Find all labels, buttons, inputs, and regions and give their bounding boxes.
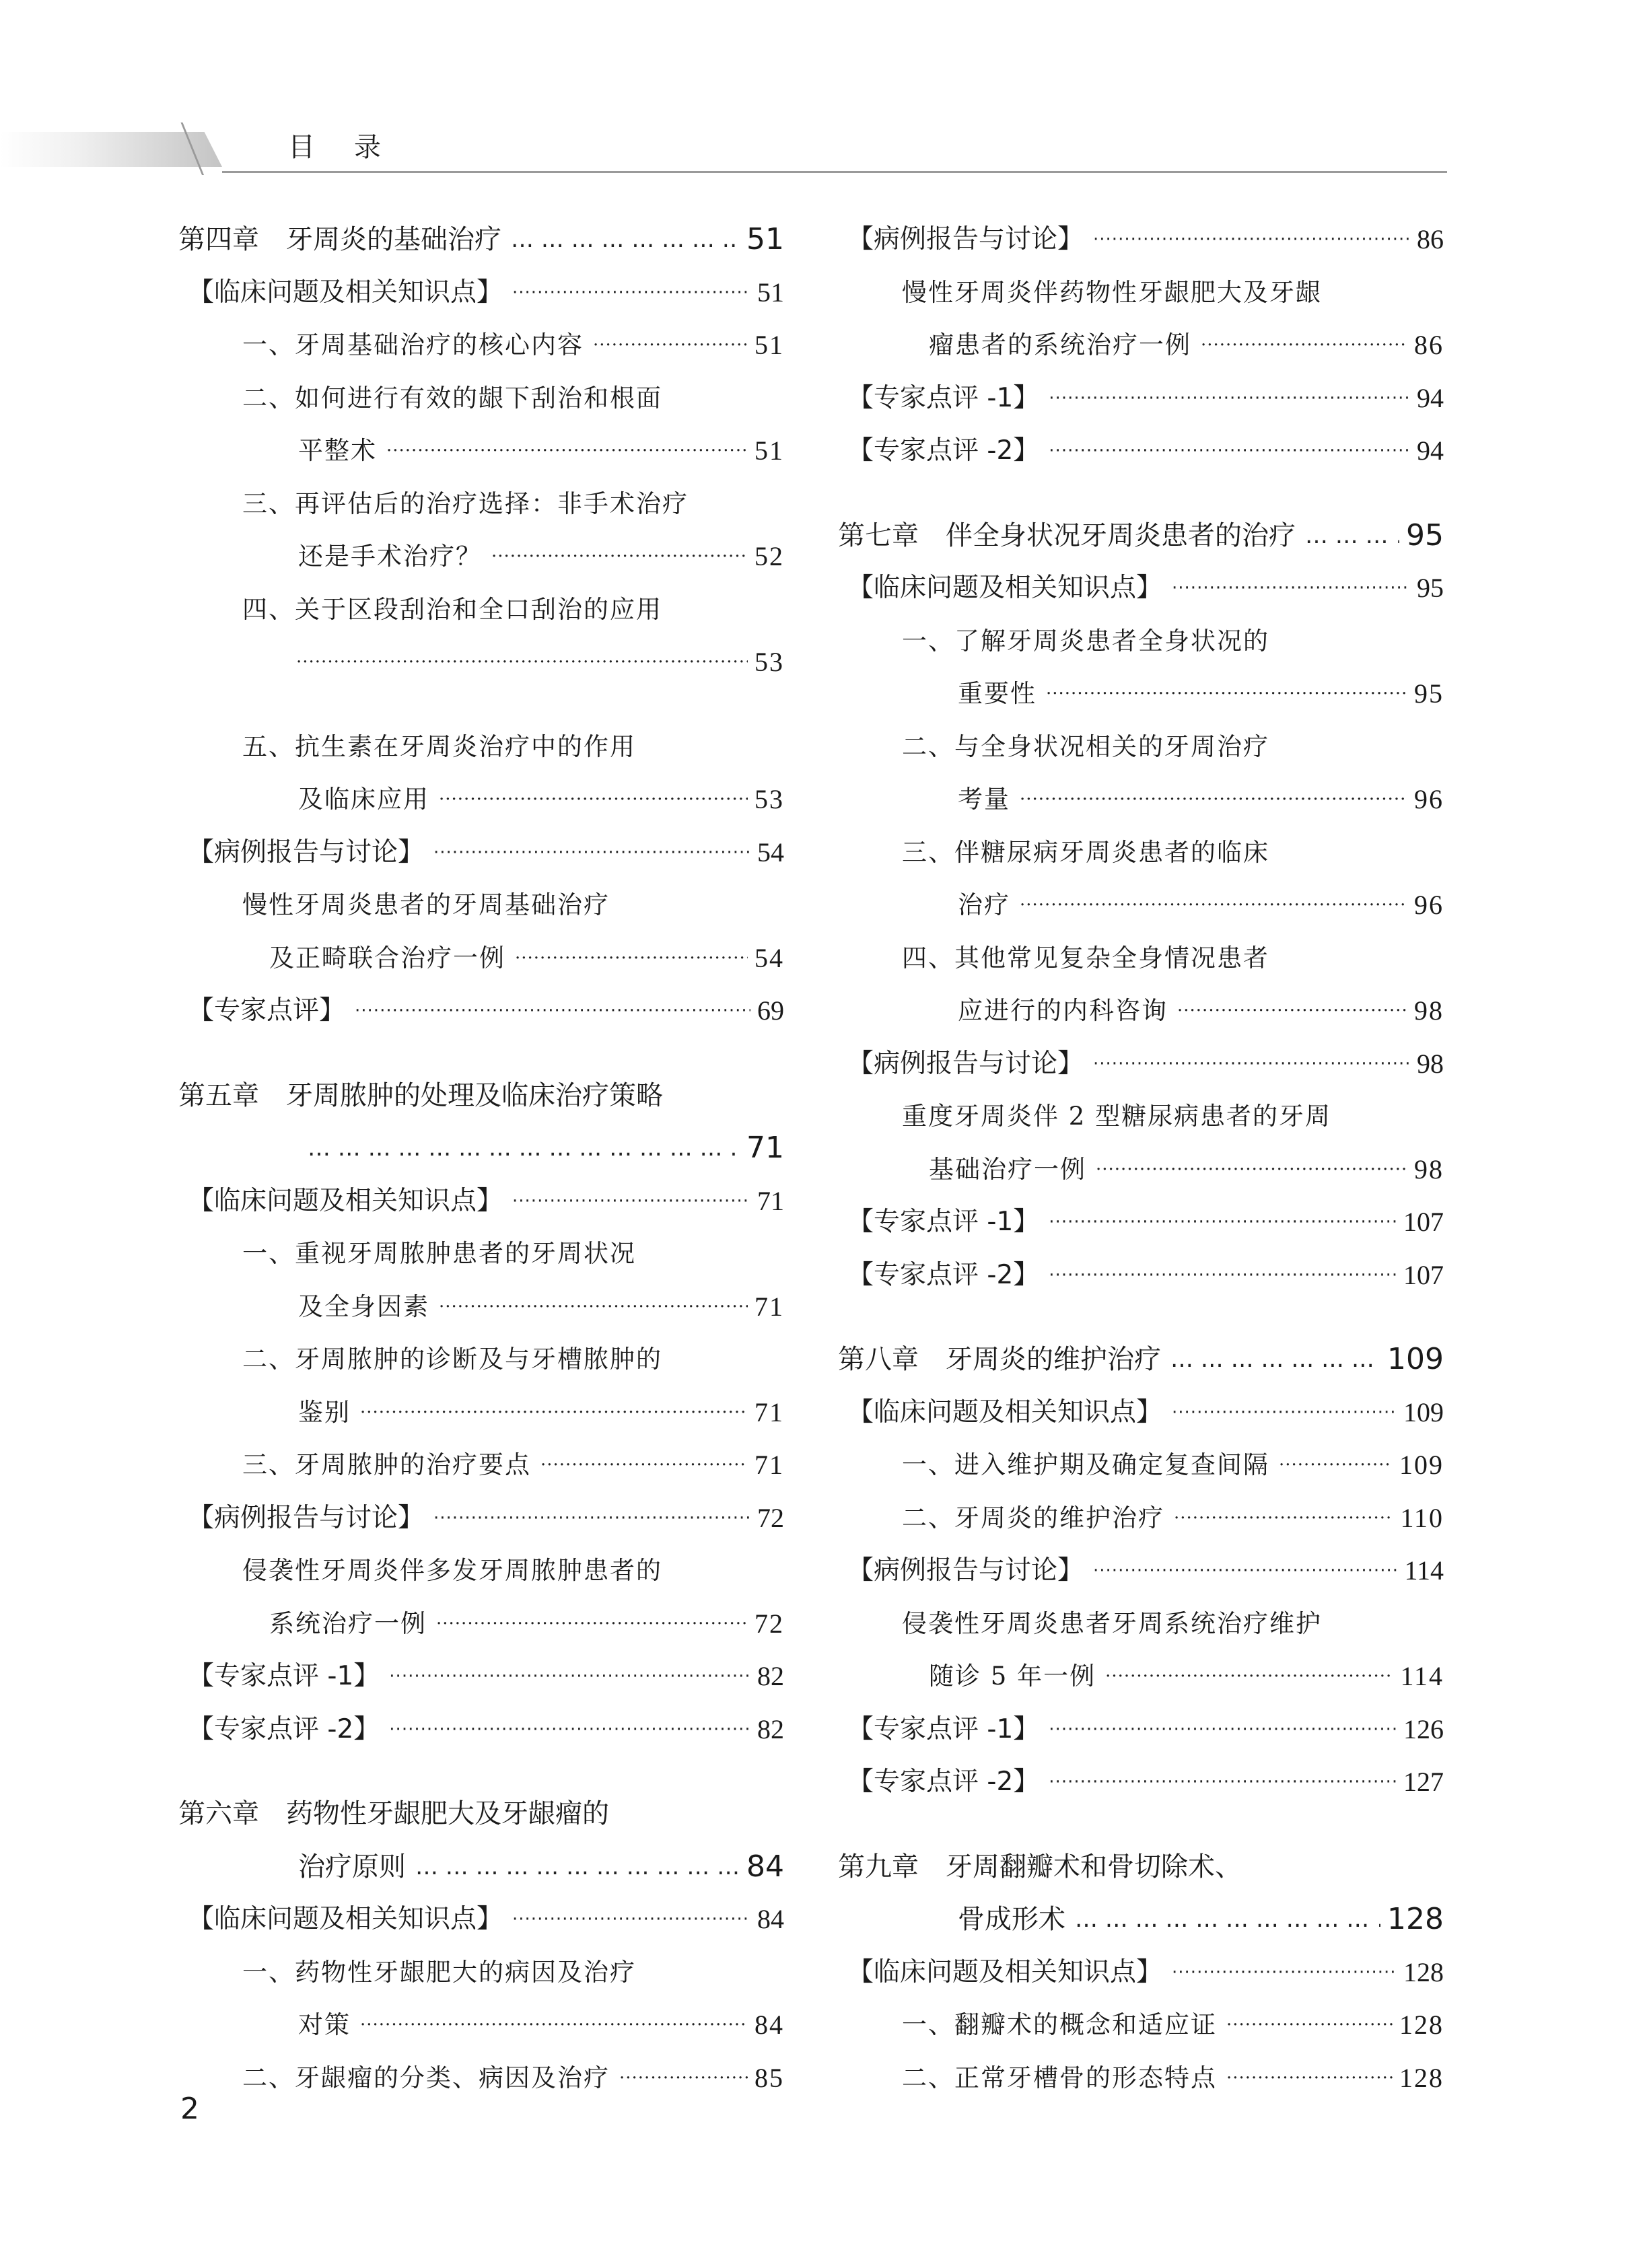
toc-leader-dots [593, 319, 748, 372]
toc-page-number: 128 [1399, 2010, 1444, 2040]
toc-leader-dots [1093, 1038, 1410, 1091]
toc-column-left [178, 213, 784, 2104]
toc-leader-dots [1049, 1196, 1397, 1249]
toc-entry-title: 三、再评估后的治疗选择：非手术治疗 [242, 489, 689, 518]
toc-entry-title: 【专家点评 -1】 [847, 1207, 1040, 1237]
toc-entry-title: 第四章 牙周炎的基础治疗 [178, 224, 501, 255]
toc-item-entry[interactable] [178, 1999, 784, 2052]
toc-item-entry[interactable] [178, 1598, 784, 1651]
toc-entry-title: 骨成形术 [958, 1904, 1065, 1935]
toc-entry-title: 【专家点评 -1】 [847, 382, 1040, 413]
toc-page-number: 71 [757, 1185, 784, 1216]
toc-leader-dots [1105, 1650, 1393, 1703]
toc-item-entry[interactable] [178, 1439, 784, 1492]
toc-leader-dots [1049, 1756, 1397, 1809]
toc-page-number: 94 [1417, 435, 1444, 466]
toc-leader-dots [1093, 213, 1410, 267]
toc-entry-title: 基础治疗一例 [929, 1154, 1086, 1184]
toc-page-number: 53 [755, 647, 784, 677]
toc-chapter-entry[interactable] [178, 1787, 784, 1841]
toc-page-number: 71 [755, 1396, 784, 1427]
toc-page-number: 51 [755, 435, 784, 466]
toc-entry-title: 【病例报告与讨论】 [188, 1502, 425, 1533]
toc-page-number: 127 [1403, 1767, 1444, 1797]
toc-leader-dots [389, 1703, 750, 1757]
toc-page-number: 86 [1417, 224, 1444, 254]
toc-leader-dots [1172, 1946, 1397, 1999]
toc-section-entry[interactable] [838, 425, 1444, 478]
toc-leader-dots [415, 1841, 740, 1894]
toc-item-entry[interactable] [178, 721, 784, 774]
toc-entry-title: 二、牙龈瘤的分类、病因及治疗 [242, 2063, 610, 2092]
toc-page-number: 71 [746, 1131, 784, 1165]
toc-entry-title: 【临床问题及相关知识点】 [188, 277, 503, 308]
toc-entry-title: 第九章 牙周翻瓣术和骨切除术、 [838, 1851, 1242, 1882]
toc-entry-title: 三、牙周脓肿的治疗要点 [242, 1450, 531, 1479]
toc-item-entry[interactable] [838, 1439, 1444, 1492]
toc-item-entry[interactable] [838, 668, 1444, 721]
toc-page-number: 71 [755, 1291, 784, 1322]
toc-section-entry[interactable] [838, 372, 1444, 425]
section-gap [178, 1038, 784, 1069]
toc-entry-title: 四、关于区段刮治和全口刮治的应用 [242, 594, 662, 624]
toc-leader-dots [1172, 562, 1410, 615]
toc-item-entry[interactable] [178, 1228, 784, 1281]
toc-item-entry[interactable] [178, 1946, 784, 1999]
toc-entry-title: 【病例报告与讨论】 [847, 1048, 1084, 1079]
toc-entry-title: 瘤患者的系统治疗一例 [929, 330, 1191, 359]
toc-entry-title: 第八章 牙周炎的维护治疗 [838, 1344, 1161, 1375]
toc-entry-title: 鉴别 [298, 1397, 351, 1427]
toc-leader-dots [1046, 668, 1407, 721]
toc-section-entry[interactable] [838, 213, 1444, 267]
toc-page-number: 98 [1417, 1048, 1444, 1079]
toc-section-entry[interactable] [178, 826, 784, 880]
toc-leader-dots [1020, 773, 1407, 826]
toc-section-entry[interactable] [838, 1756, 1444, 1809]
toc-chapter-entry[interactable] [838, 509, 1444, 563]
toc-leader-dots [389, 1650, 750, 1703]
toc-entry-title: 二、如何进行有效的龈下刮治和根面 [242, 383, 662, 413]
toc-section-entry[interactable] [838, 1386, 1444, 1440]
toc-page-number: 51 [746, 222, 784, 256]
toc-leader-dots [1096, 1143, 1407, 1197]
toc-page-number: 52 [755, 541, 784, 571]
toc-page-number: 110 [1400, 1502, 1444, 1533]
toc-leader-dots [1020, 879, 1407, 932]
page-title: 目录 [288, 132, 420, 163]
section-gap [838, 1809, 1444, 1841]
toc-leader-dots [1170, 1333, 1380, 1386]
toc-leader-dots [1075, 1893, 1380, 1946]
toc-page-number: 96 [1414, 784, 1444, 814]
toc-leader-dots [1093, 1545, 1397, 1598]
toc-entry-title: 【病例报告与讨论】 [188, 837, 425, 867]
page-number: 2 [180, 2092, 199, 2126]
toc-leader-dots [360, 1386, 748, 1440]
toc-entry-title: 【专家点评 -2】 [847, 1767, 1040, 1797]
toc-entry-title: 重度牙周炎伴 2 型糖尿病患者的牙周 [902, 1102, 1332, 1131]
toc-entry-title: 【专家点评】 [188, 995, 346, 1026]
toc-entry-title: 三、伴糖尿病牙周炎患者的临床 [902, 837, 1269, 867]
toc-page-number: 72 [757, 1502, 784, 1533]
toc-entry-title: 一、翻瓣术的概念和适应证 [902, 2010, 1217, 2039]
toc-section-entry[interactable] [838, 562, 1444, 615]
toc-page-number: 54 [755, 942, 784, 973]
toc-item-entry[interactable] [178, 583, 784, 637]
toc-item-entry[interactable] [838, 721, 1444, 774]
toc-leader-dots [386, 425, 748, 478]
toc-section-entry[interactable] [838, 1703, 1444, 1757]
toc-item-entry[interactable] [838, 985, 1444, 1038]
toc-page-number: 82 [757, 1713, 784, 1744]
toc-entry-title: 应进行的内科咨询 [958, 996, 1168, 1025]
toc-page-number: 128 [1403, 1956, 1444, 1987]
toc-entry-title: 二、牙周炎的维护治疗 [902, 1503, 1164, 1532]
toc-item-entry[interactable] [838, 2052, 1444, 2105]
toc-item-entry[interactable] [838, 615, 1444, 668]
toc-leader-dots [308, 1122, 740, 1175]
toc-leader-dots [512, 1893, 750, 1946]
toc-leader-dots [1226, 2052, 1393, 2105]
toc-page-number: 53 [755, 784, 784, 814]
toc-item-entry[interactable] [178, 319, 784, 372]
toc-item-entry[interactable] [838, 932, 1444, 985]
toc-page-number: 84 [757, 1904, 784, 1934]
toc-chapter-entry[interactable] [838, 1333, 1444, 1386]
toc-item-entry[interactable] [838, 1090, 1444, 1143]
toc-page-number: 94 [1417, 382, 1444, 413]
header-rule [222, 171, 1447, 173]
toc-item-entry[interactable] [838, 773, 1444, 826]
toc-entry-title: 二、正常牙槽骨的形态特点 [902, 2063, 1217, 2092]
toc-leader-dots [1305, 509, 1399, 563]
toc-leader-dots [515, 932, 748, 985]
toc-leader-dots [433, 1492, 750, 1545]
toc-item-entry[interactable] [178, 530, 784, 583]
toc-leader-dots [296, 636, 748, 689]
toc-section-entry[interactable] [838, 1038, 1444, 1091]
toc-page-number: 96 [1414, 890, 1444, 920]
toc-page-number: 69 [757, 995, 784, 1026]
toc-chapter-entry[interactable] [178, 1069, 784, 1123]
toc-item-entry[interactable] [178, 1333, 784, 1386]
toc-item-entry[interactable] [838, 1650, 1444, 1703]
toc-leader-dots [512, 1175, 750, 1228]
toc-leader-dots [355, 985, 750, 1038]
toc-page-number: 126 [1403, 1713, 1444, 1744]
toc-entry-title: 一、进入维护期及确定复查间隔 [902, 1450, 1269, 1479]
toc-entry-title: 【临床问题及相关知识点】 [188, 1185, 503, 1216]
toc-leader-dots [512, 267, 750, 320]
toc-leader-dots [433, 826, 750, 880]
toc-chapter-entry[interactable] [838, 1841, 1444, 1894]
toc-page-number: 109 [1403, 1396, 1444, 1427]
toc-page-number: 128 [1387, 1902, 1444, 1936]
toc-section-entry[interactable] [178, 1893, 784, 1946]
section-gap [838, 478, 1444, 509]
toc-leader-dots [439, 1281, 748, 1334]
toc-item-entry[interactable] [838, 267, 1444, 320]
toc-section-entry[interactable] [838, 1545, 1444, 1598]
toc-entry-title: 一、药物性牙龈肥大的病因及治疗 [242, 1957, 636, 1987]
toc-chapter-entry[interactable] [178, 1841, 784, 1894]
toc-page-number: 107 [1403, 1259, 1444, 1290]
toc-item-entry[interactable] [838, 319, 1444, 372]
toc-entry-title: 【专家点评 -2】 [188, 1713, 380, 1744]
toc-leader-dots [1177, 985, 1407, 1038]
toc-entry-title: 及正畸联合治疗一例 [269, 943, 505, 972]
toc-page-number: 72 [755, 1608, 784, 1639]
toc-entry-title: 【病例报告与讨论】 [847, 1555, 1084, 1586]
toc-entry-title: 四、其他常见复杂全身情况患者 [902, 943, 1269, 972]
toc-section-entry[interactable] [178, 985, 784, 1038]
toc-item-entry[interactable] [178, 1281, 784, 1334]
section-gap [178, 689, 784, 721]
toc-item-entry[interactable] [838, 826, 1444, 880]
toc-item-entry[interactable] [178, 636, 784, 689]
toc-section-entry[interactable] [178, 1650, 784, 1703]
toc-page-number: 114 [1404, 1555, 1444, 1586]
toc-entry-title: 还是手术治疗？ [298, 542, 482, 571]
toc-entry-title: 第五章 牙周脓肿的处理及临床治疗策略 [178, 1079, 663, 1111]
toc-chapter-entry[interactable] [178, 1122, 784, 1175]
toc-item-entry[interactable] [178, 2052, 784, 2105]
toc-page-number: 84 [746, 1849, 784, 1884]
toc-section-entry[interactable] [178, 1703, 784, 1757]
toc-item-entry[interactable] [838, 1999, 1444, 2052]
toc-entry-title: 随诊 5 年一例 [929, 1662, 1096, 1691]
toc-item-entry[interactable] [178, 1386, 784, 1440]
toc-page-number: 95 [1417, 573, 1444, 603]
toc-page-number: 51 [755, 330, 784, 360]
toc-leader-dots [511, 213, 740, 267]
toc-page-number: 82 [757, 1661, 784, 1691]
toc-item-entry[interactable] [178, 425, 784, 478]
toc-page-number: 95 [1414, 678, 1444, 709]
toc-page-number: 128 [1399, 2062, 1444, 2093]
toc-leader-dots [1049, 1703, 1397, 1757]
toc-item-entry[interactable] [178, 879, 784, 932]
toc-entry-title: 系统治疗一例 [269, 1608, 427, 1638]
toc-page-number: 109 [1399, 1450, 1444, 1480]
toc-entry-title: 【临床问题及相关知识点】 [847, 1396, 1163, 1427]
toc-entry-title: 【病例报告与讨论】 [847, 224, 1084, 254]
toc-item-entry[interactable] [838, 1492, 1444, 1545]
toc-leader-dots [619, 2052, 748, 2105]
toc-page-number: 71 [755, 1450, 784, 1480]
toc-entry-title: 【专家点评 -1】 [847, 1713, 1040, 1744]
toc-entry-title: 及全身因素 [298, 1291, 429, 1321]
toc-leader-dots [439, 773, 748, 826]
toc-leader-dots [1049, 372, 1410, 425]
toc-entry-title: 平整术 [298, 436, 377, 465]
toc-chapter-entry[interactable] [178, 213, 784, 267]
toc-entry-title: 二、牙周脓肿的诊断及与牙槽脓肿的 [242, 1345, 662, 1374]
toc-entry-title: 治疗 [958, 890, 1010, 919]
toc-item-entry[interactable] [178, 478, 784, 531]
toc-leader-dots [1226, 1999, 1393, 2052]
toc-section-entry[interactable] [178, 1492, 784, 1545]
toc-page-number: 51 [757, 277, 784, 308]
section-gap [178, 1756, 784, 1787]
toc-item-entry[interactable] [838, 879, 1444, 932]
toc-page-number: 84 [755, 2010, 784, 2040]
toc-leader-dots [1201, 319, 1407, 372]
toc-entry-title: 【临床问题及相关知识点】 [188, 1904, 503, 1934]
toc-entry-title: 【专家点评 -2】 [847, 1259, 1040, 1290]
toc-entry-title: 慢性牙周炎伴药物性牙龈肥大及牙龈 [902, 277, 1322, 307]
toc-page-number: 86 [1414, 330, 1444, 360]
toc-page-number: 98 [1414, 1154, 1444, 1184]
toc-entry-title: 慢性牙周炎患者的牙周基础治疗 [242, 890, 610, 919]
toc-entry-title: 一、牙周基础治疗的核心内容 [242, 330, 584, 359]
toc-entry-title: 五、抗生素在牙周炎治疗中的作用 [242, 732, 636, 761]
toc-entry-title: 治疗原则 [298, 1851, 406, 1882]
toc-item-entry[interactable] [178, 372, 784, 425]
toc-section-entry[interactable] [178, 267, 784, 320]
toc-item-entry[interactable] [838, 1143, 1444, 1197]
toc-entry-title: 【临床问题及相关知识点】 [847, 1956, 1163, 1987]
toc-chapter-entry[interactable] [838, 1893, 1444, 1946]
toc-entry-title: 一、了解牙周炎患者全身状况的 [902, 626, 1269, 655]
toc-page-number: 85 [755, 2062, 784, 2093]
toc-entry-title: 侵袭性牙周炎患者牙周系统治疗维护 [902, 1608, 1322, 1638]
toc-entry-title: 考量 [958, 785, 1010, 814]
toc-page-number: 54 [757, 837, 784, 867]
toc-item-entry[interactable] [838, 1598, 1444, 1651]
toc-entry-title: 侵袭性牙周炎伴多发牙周脓肿患者的 [242, 1556, 662, 1585]
toc-leader-dots [1279, 1439, 1393, 1492]
toc-leader-dots [1049, 425, 1410, 478]
toc-item-entry[interactable] [178, 773, 784, 826]
toc-entry-title: 及临床应用 [298, 785, 429, 814]
toc-leader-dots [1049, 1249, 1397, 1302]
toc-entry-title: 重要性 [958, 679, 1037, 708]
toc-section-entry[interactable] [838, 1249, 1444, 1302]
toc-entry-title: 对策 [298, 2010, 351, 2039]
toc-leader-dots [1174, 1492, 1393, 1545]
toc-page-number: 95 [1406, 518, 1444, 553]
toc-entry-title: 一、重视牙周脓肿患者的牙周状况 [242, 1239, 636, 1268]
toc-item-entry[interactable] [178, 1545, 784, 1598]
toc-entry-title: 【专家点评 -2】 [847, 435, 1040, 466]
toc-section-entry[interactable] [838, 1196, 1444, 1249]
toc-page-number: 114 [1400, 1661, 1444, 1691]
toc-leader-dots [360, 1999, 748, 2052]
toc-entry-title: 第六章 药物性牙龈肥大及牙龈瘤的 [178, 1798, 609, 1829]
toc-entry-title: 【临床问题及相关知识点】 [847, 573, 1163, 603]
toc-leader-dots [1172, 1386, 1397, 1440]
toc-section-entry[interactable] [838, 1946, 1444, 1999]
toc-leader-dots [540, 1439, 748, 1492]
section-gap [838, 1302, 1444, 1333]
toc-entry-title: 第七章 伴全身状况牙周炎患者的治疗 [838, 520, 1296, 551]
toc-item-entry[interactable] [178, 932, 784, 985]
toc-page-number: 98 [1414, 995, 1444, 1026]
toc-entry-title: 【专家点评 -1】 [188, 1661, 380, 1691]
toc-column-right [838, 213, 1444, 2104]
toc-page-number: 107 [1403, 1207, 1444, 1237]
toc-page-number: 109 [1387, 1342, 1444, 1376]
toc-section-entry[interactable] [178, 1175, 784, 1228]
toc-entry-title: 二、与全身状况相关的牙周治疗 [902, 732, 1269, 761]
toc-leader-dots [436, 1598, 748, 1651]
toc-leader-dots [491, 530, 748, 583]
